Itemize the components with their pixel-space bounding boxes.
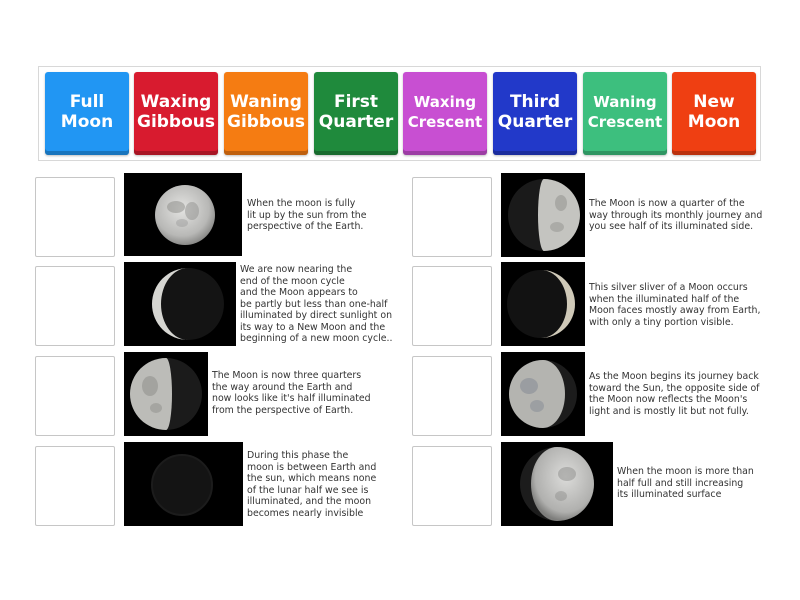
drop-slot-1[interactable] [35,177,115,257]
description-7: As the Moon begins its journey back toward the Sun, the opposite side of the Moon now reflects the Moon's light and is mostly lit but not fully. [589,371,760,417]
tile-label: New Moon [687,91,741,132]
moon-waning-crescent-photo [124,262,236,346]
tile-label: Waning Gibbous [226,91,306,132]
drop-slot-6[interactable] [412,266,492,346]
tile-label: Waxing Gibbous [136,91,216,132]
tile-label: Third Quarter [497,91,573,132]
drop-slot-5[interactable] [412,177,492,257]
drop-slot-2[interactable] [35,266,115,346]
description-8: When the moon is more than half full and still increasing its illuminated surface [617,466,754,500]
tile-first-quarter[interactable] [314,72,398,155]
drop-slot-4[interactable] [35,446,115,526]
tile-waxing-gibbous[interactable] [134,72,218,155]
tile-third-quarter[interactable] [493,72,577,155]
moon-new-photo [124,442,243,526]
tile-bank [38,66,761,161]
description-6: This silver sliver of a Moon occurs when the illuminated half of the Moon faces mostly away from Earth, with only a tiny portion visible. [589,282,761,328]
moon-waning-gibbous-photo [501,352,585,436]
tile-full-moon[interactable] [45,72,129,155]
drop-slot-3[interactable] [35,356,115,436]
drop-slot-8[interactable] [412,446,492,526]
moon-waxing-crescent-photo [501,262,585,346]
drop-slot-7[interactable] [412,356,492,436]
tile-label: Waning Crescent [587,92,663,131]
tile-waning-crescent[interactable] [583,72,667,155]
moon-third-quarter-photo [124,352,208,436]
tile-label: Waxing Crescent [407,92,483,131]
tile-label: First Quarter [318,91,394,132]
tile-new-moon[interactable] [672,72,756,155]
description-4: During this phase the moon is between Earth and the sun, which means none of the lunar half we see is illuminated, and the moon becomes nearly invisible [247,450,377,519]
tile-waxing-crescent[interactable] [403,72,487,155]
description-3: The Moon is now three quarters the way around the Earth and now looks like it's half illuminated from the perspective of Earth. [212,370,371,416]
moon-full-photo [124,173,242,256]
description-5: The Moon is now a quarter of the way through its monthly journey and you see half of its illuminated side. [589,198,763,232]
description-2: We are now nearing the end of the moon cycle and the Moon appears to be partly but less than one-half illuminated by direct sunlight on its way to a New Moon and the beginning of a new moon cycle.. [240,264,393,344]
moon-waxing-gibbous-photo [501,442,613,526]
moon-first-quarter-photo [501,173,585,257]
tile-waning-gibbous[interactable] [224,72,308,155]
tile-label: Full Moon [60,91,114,132]
description-1: When the moon is fully lit up by the sun from the perspective of the Earth. [247,198,367,232]
